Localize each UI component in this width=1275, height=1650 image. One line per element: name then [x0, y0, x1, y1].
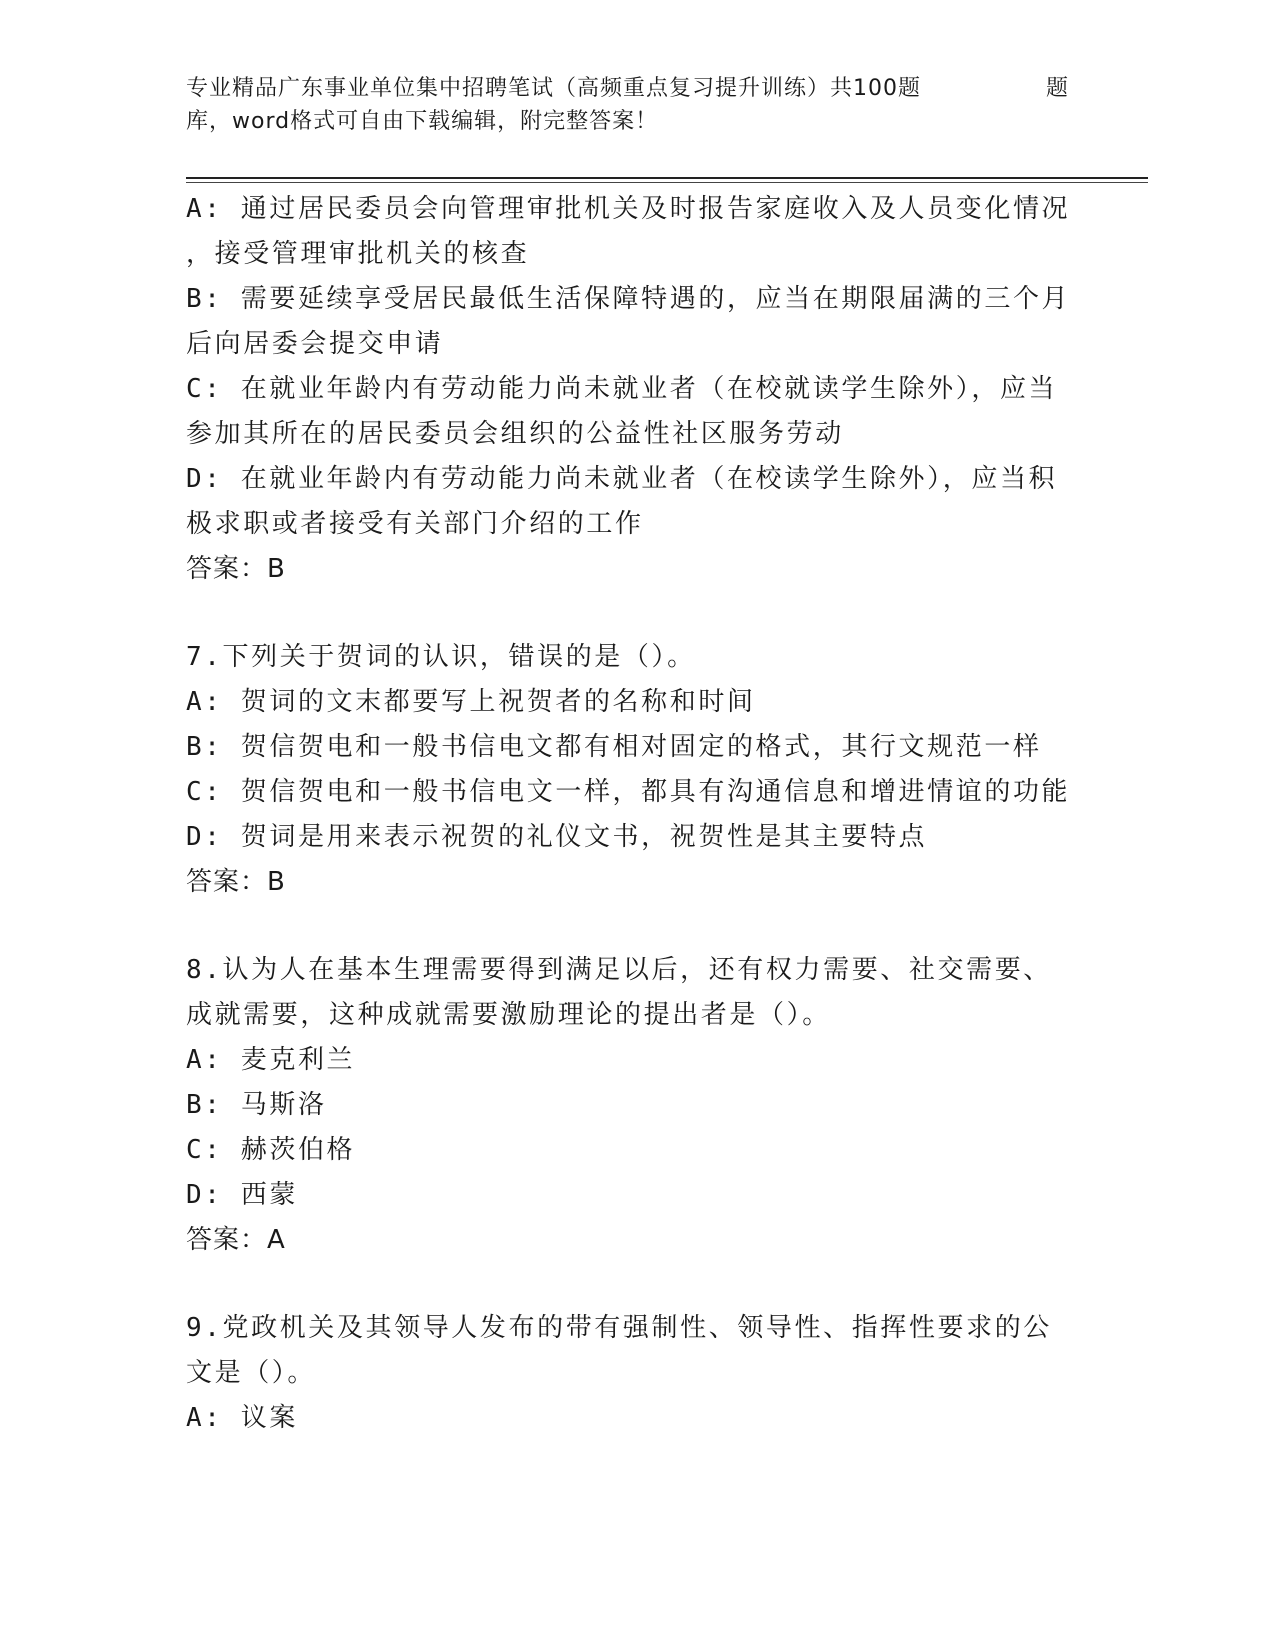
q8-question-line-1: 8.认为人在基本生理需要得到满足以后，还有权力需要、社交需要、 [186, 955, 1052, 985]
q7-answer: 答案：B [186, 867, 286, 897]
q7-option-c: C: 贺信贺电和一般书信电文一样，都具有沟通信息和增进情谊的功能 [186, 777, 1071, 807]
header-line-2: 库，word格式可自由下载编辑，附完整答案！ [186, 109, 659, 134]
q9-question-line-2: 文是（）。 [186, 1358, 317, 1388]
document-header [186, 72, 1086, 138]
question-8-block [186, 948, 1086, 1263]
q7-option-b: B: 贺信贺电和一般书信电文都有相对固定的格式，其行文规范一样 [186, 732, 1042, 762]
header-title-text: 专业精品广东事业单位集中招聘笔试（高频重点复习提升训练）共100题 [186, 76, 921, 101]
q8-option-b: B: 马斯洛 [186, 1090, 327, 1120]
q8-option-d: D: 西蒙 [186, 1180, 298, 1210]
q6-option-d-line-2: 极求职或者接受有关部门介绍的工作 [186, 509, 644, 539]
q6-answer: 答案：B [186, 554, 286, 584]
q6-option-b-line-1: B: 需要延续享受居民最低生活保障特遇的，应当在期限届满的三个月 [186, 284, 1071, 314]
q8-question-line-2: 成就需要，这种成就需要激励理论的提出者是（）。 [186, 1000, 831, 1030]
header-divider [186, 177, 1148, 179]
header-title-trail: 题 [1046, 76, 1070, 101]
header-divider-thin [186, 182, 1148, 183]
spacer [186, 592, 1086, 635]
q9-question-line-1: 9.党政机关及其领导人发布的带有强制性、领导性、指挥性要求的公 [186, 1313, 1052, 1343]
document-body [186, 187, 1086, 1441]
q9-option-a: A: 议案 [186, 1403, 298, 1433]
q6-option-a-line-1: A: 通过居民委员会向管理审批机关及时报告家庭收入及人员变化情况 [186, 194, 1071, 224]
q6-option-a-line-2: ，接受管理审批机关的核查 [186, 239, 530, 269]
header-line-1 [186, 72, 1086, 105]
q8-answer: 答案：A [186, 1225, 286, 1255]
spacer [186, 905, 1086, 948]
q6-option-b-line-2: 后向居委会提交申请 [186, 329, 444, 359]
q6-option-d-line-1: D: 在就业年龄内有劳动能力尚未就业者（在校读学生除外），应当积 [186, 464, 1058, 494]
q7-question: 7.下列关于贺词的认识，错误的是（）。 [186, 642, 696, 672]
question-7-block [186, 635, 1086, 905]
question-9-block [186, 1306, 1086, 1441]
q8-option-a: A: 麦克利兰 [186, 1045, 356, 1075]
q7-option-a: A: 贺词的文末都要写上祝贺者的名称和时间 [186, 687, 756, 717]
q6-option-c-line-2: 参加其所在的居民委员会组织的公益性社区服务劳动 [186, 419, 844, 449]
question-6-block [186, 187, 1086, 592]
q7-option-d: D: 贺词是用来表示祝贺的礼仪文书，祝贺性是其主要特点 [186, 822, 928, 852]
q6-option-c-line-1: C: 在就业年龄内有劳动能力尚未就业者（在校就读学生除外），应当 [186, 374, 1058, 404]
q8-option-c: C: 赫茨伯格 [186, 1135, 356, 1165]
spacer [186, 1263, 1086, 1306]
